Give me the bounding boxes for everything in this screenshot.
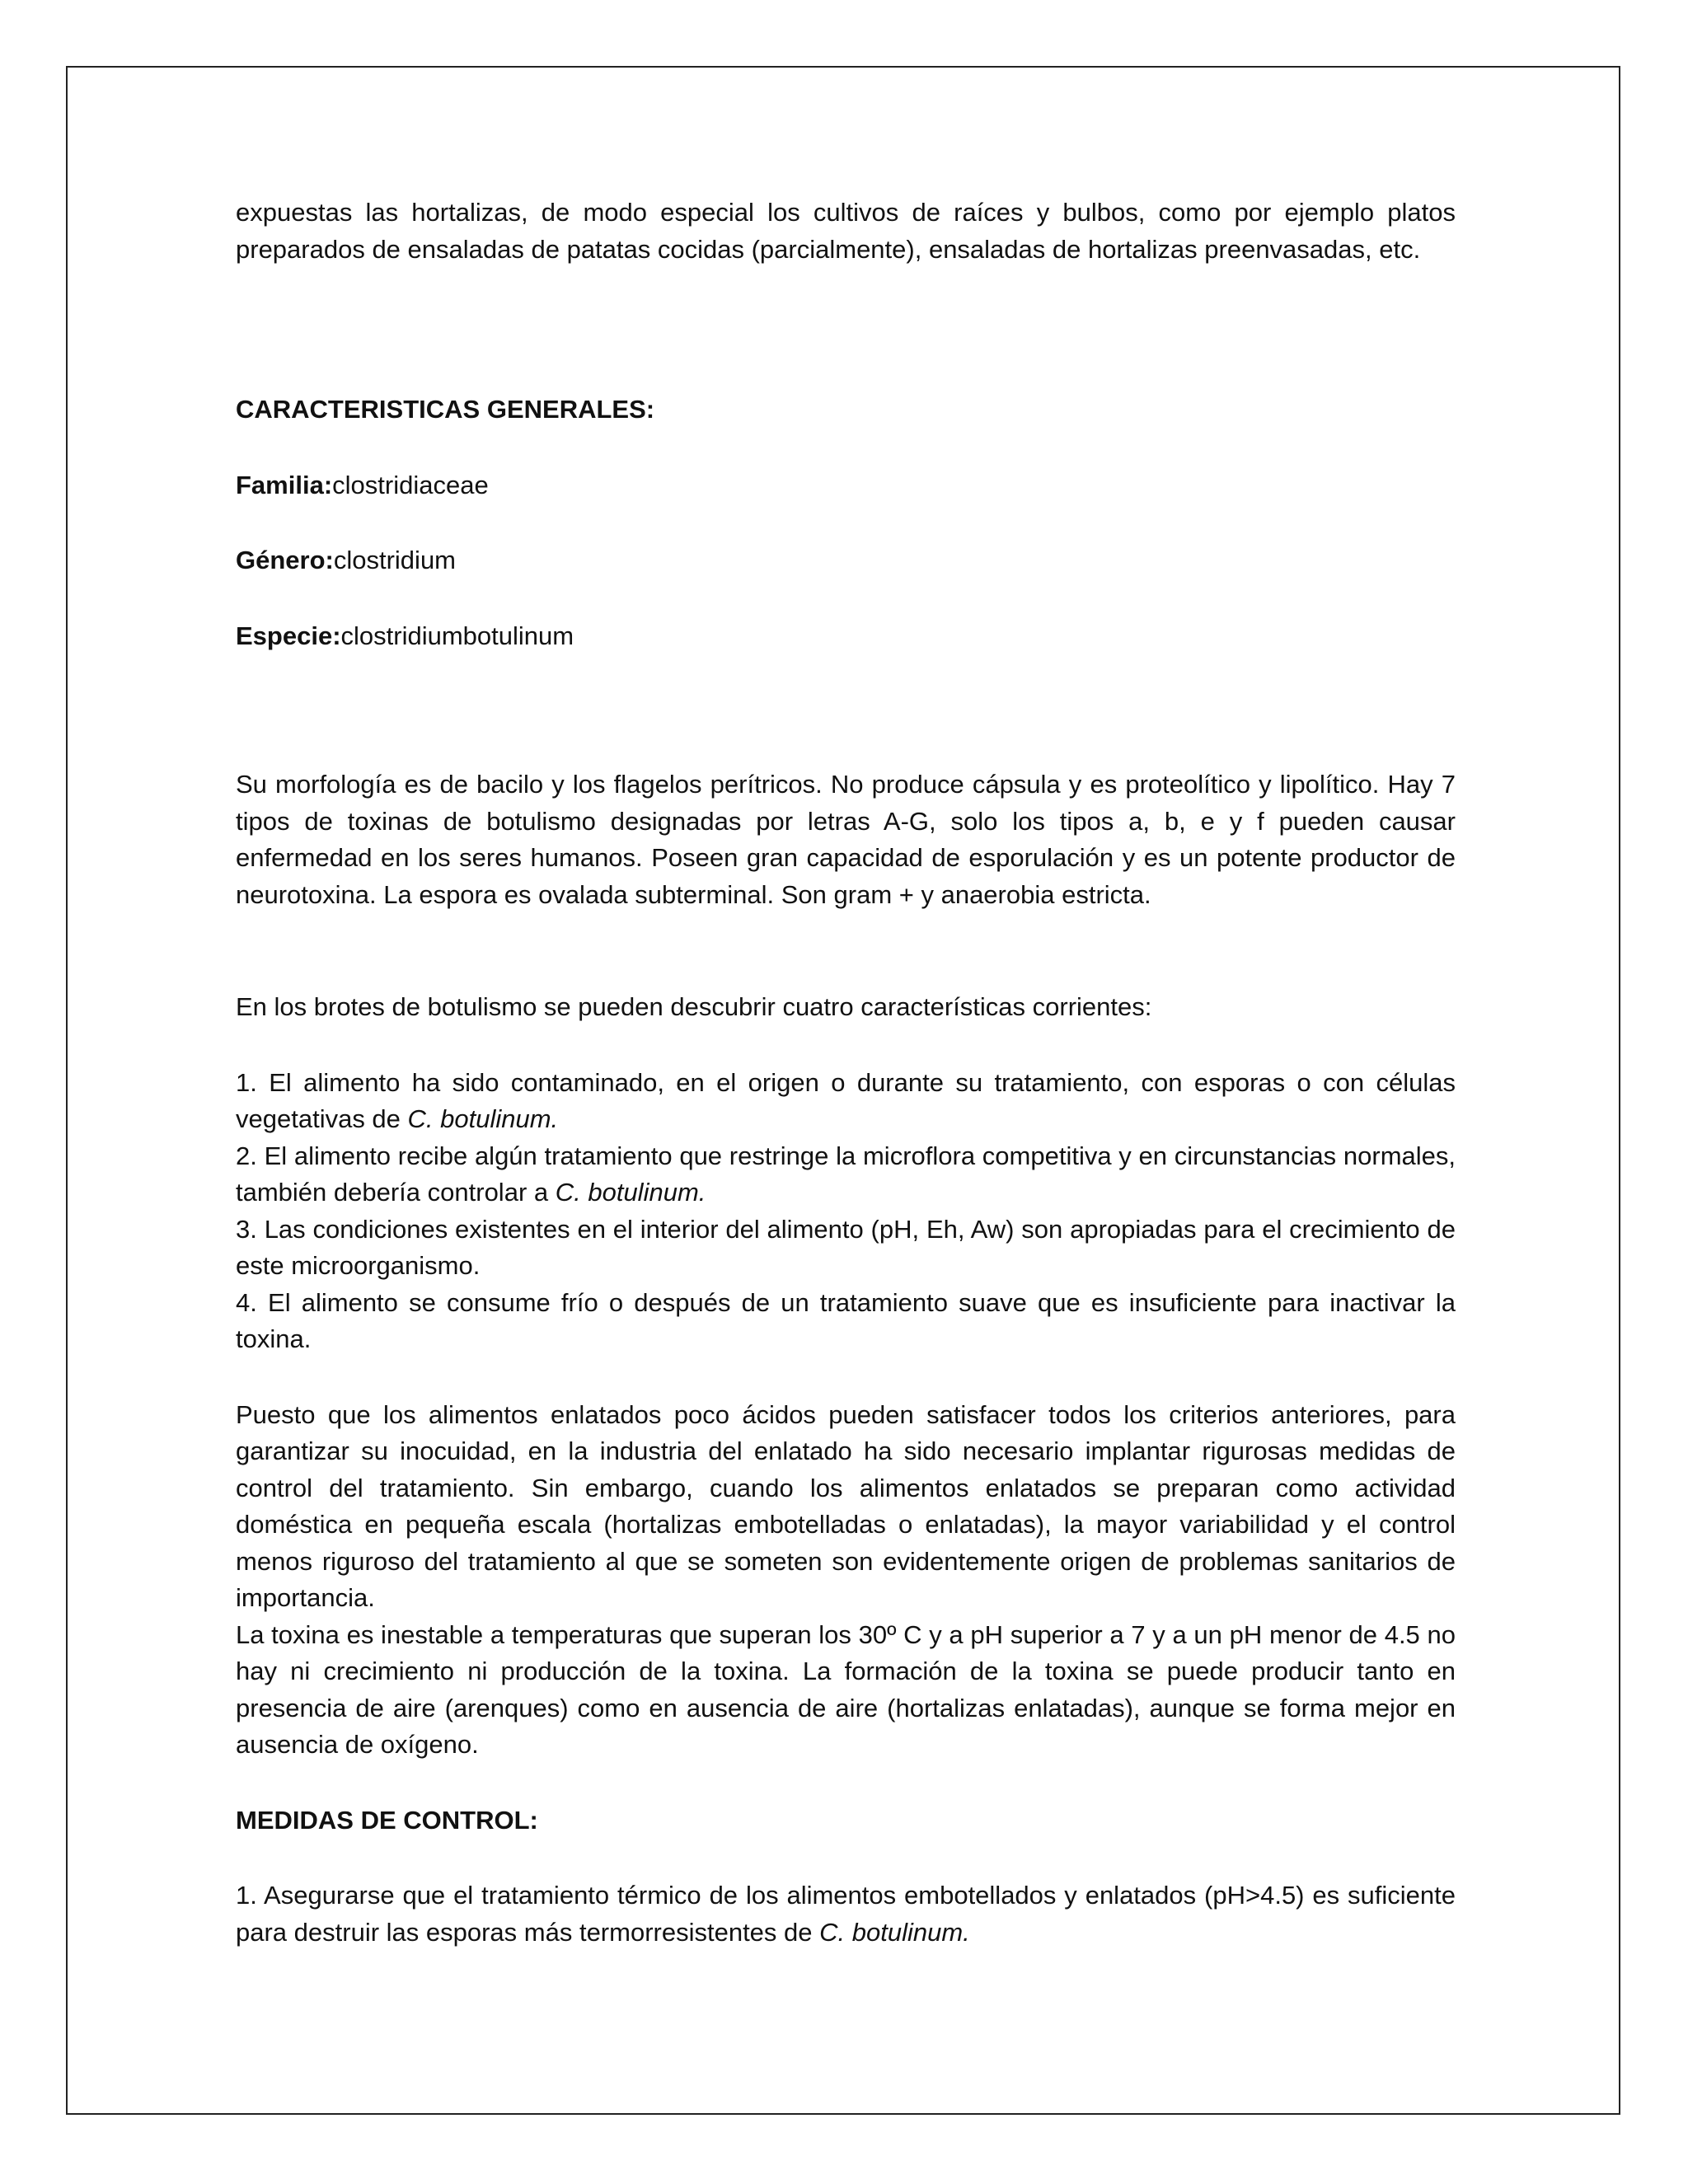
outbreak-item-1-text: 1. El alimento ha sido contaminado, en el origen o durante su tratamiento, con esporas o con células vegetativas de [236,1067,1456,1133]
intro-paragraph: expuestas las hortalizas, de modo especial los cultivos de raíces y bulbos, como por ejemplo platos preparados de ensaladas de patatas cocidas (parcialmente), ensaladas de hortalizas preenvasadas, etc. [236,198,1456,264]
toxin-paragraph: La toxina es inestable a temperaturas que superan los 30º C y a pH superior a 7 y a un pH menor de 4.5 no hay ni crecimiento ni producción de la toxina. La formación de la toxina se puede producir tanto en presencia de aire (arenques) como en ausencia de aire (hortalizas enlatadas), aunque se forma mejor en ausencia de oxígeno. [236,1619,1456,1759]
especie-line [236,618,1456,655]
canned-paragraph: Puesto que los alimentos enlatados poco ácidos pueden satisfacer todos los criterios anteriores, para garantizar su inocuidad, en la industria del enlatado ha sido necesario implantar rigurosas medidas de control del tratamiento. Sin embargo, cuando los alimentos enlatados se preparan como actividad doméstica en pequeña escala (hortalizas embotelladas o enlatadas), la mayor variabilidad y el control menos riguroso del tratamiento al que se someten son evidentemente origen de problemas sanitarios de importancia. [236,1399,1456,1612]
genero-label: Género: [236,546,334,574]
control-item-1 [236,1877,1456,1951]
species-name: C. botulinum. [555,1178,706,1207]
outbreak-item-4: 4. El alimento se consume frío o después de un tratamiento suave que es insuficiente para inactivar la toxina. [236,1287,1456,1353]
especie-label: Especie: [236,621,341,650]
outbreaks-intro: En los brotes de botulismo se pueden descubrir cuatro características corrientes: [236,992,1152,1021]
outbreaks-list [236,1065,1456,1358]
document-body [236,194,1456,1951]
outbreak-item-2 [236,1138,1456,1212]
genero-line [236,542,1456,579]
species-name: C. botulinum. [819,1917,970,1947]
outbreak-item-1 [236,1065,1456,1138]
control-item-1-text: 1. Asegurarse que el tratamiento térmico de los alimentos embotellados y enlatados (pH>4.5) es suficiente para destruir las esporas más termorresistentes de [236,1881,1456,1947]
outbreak-item-2-text: 2. El alimento recibe algún tratamiento que restringe la microflora competitiva y en circunstancias normales, también debería controlar a [236,1141,1456,1207]
control-heading: MEDIDAS DE CONTROL: [236,1805,538,1835]
familia-label: Familia: [236,470,333,499]
outbreak-item-3: 3. Las condiciones existentes en el interior del alimento (pH, Eh, Aw) son apropiadas para el crecimiento de este microorganismo. [236,1214,1456,1280]
genero-value: clostridium [333,546,457,574]
familia-value: clostridiaceae [332,470,489,499]
morphology-paragraph: Su morfología es de bacilo y los flagelos perítricos. No produce cápsula y es proteolítico y lipolítico. Hay 7 tipos de toxinas de botulismo designadas por letras A-G, solo los tipos a, b, e y f pueden causar enfermedad en los seres humanos. Poseen gran capacidad de esporulación y es un potente productor de neurotoxina. La espora es ovalada subterminal. Son gram + y anaerobia estricta. [236,770,1456,909]
familia-line [236,467,1456,504]
species-name: C. botulinum. [407,1104,559,1133]
general-heading: CARACTERISTICAS GENERALES: [236,395,655,424]
especie-value: clostridiumbotulinum [340,621,574,650]
